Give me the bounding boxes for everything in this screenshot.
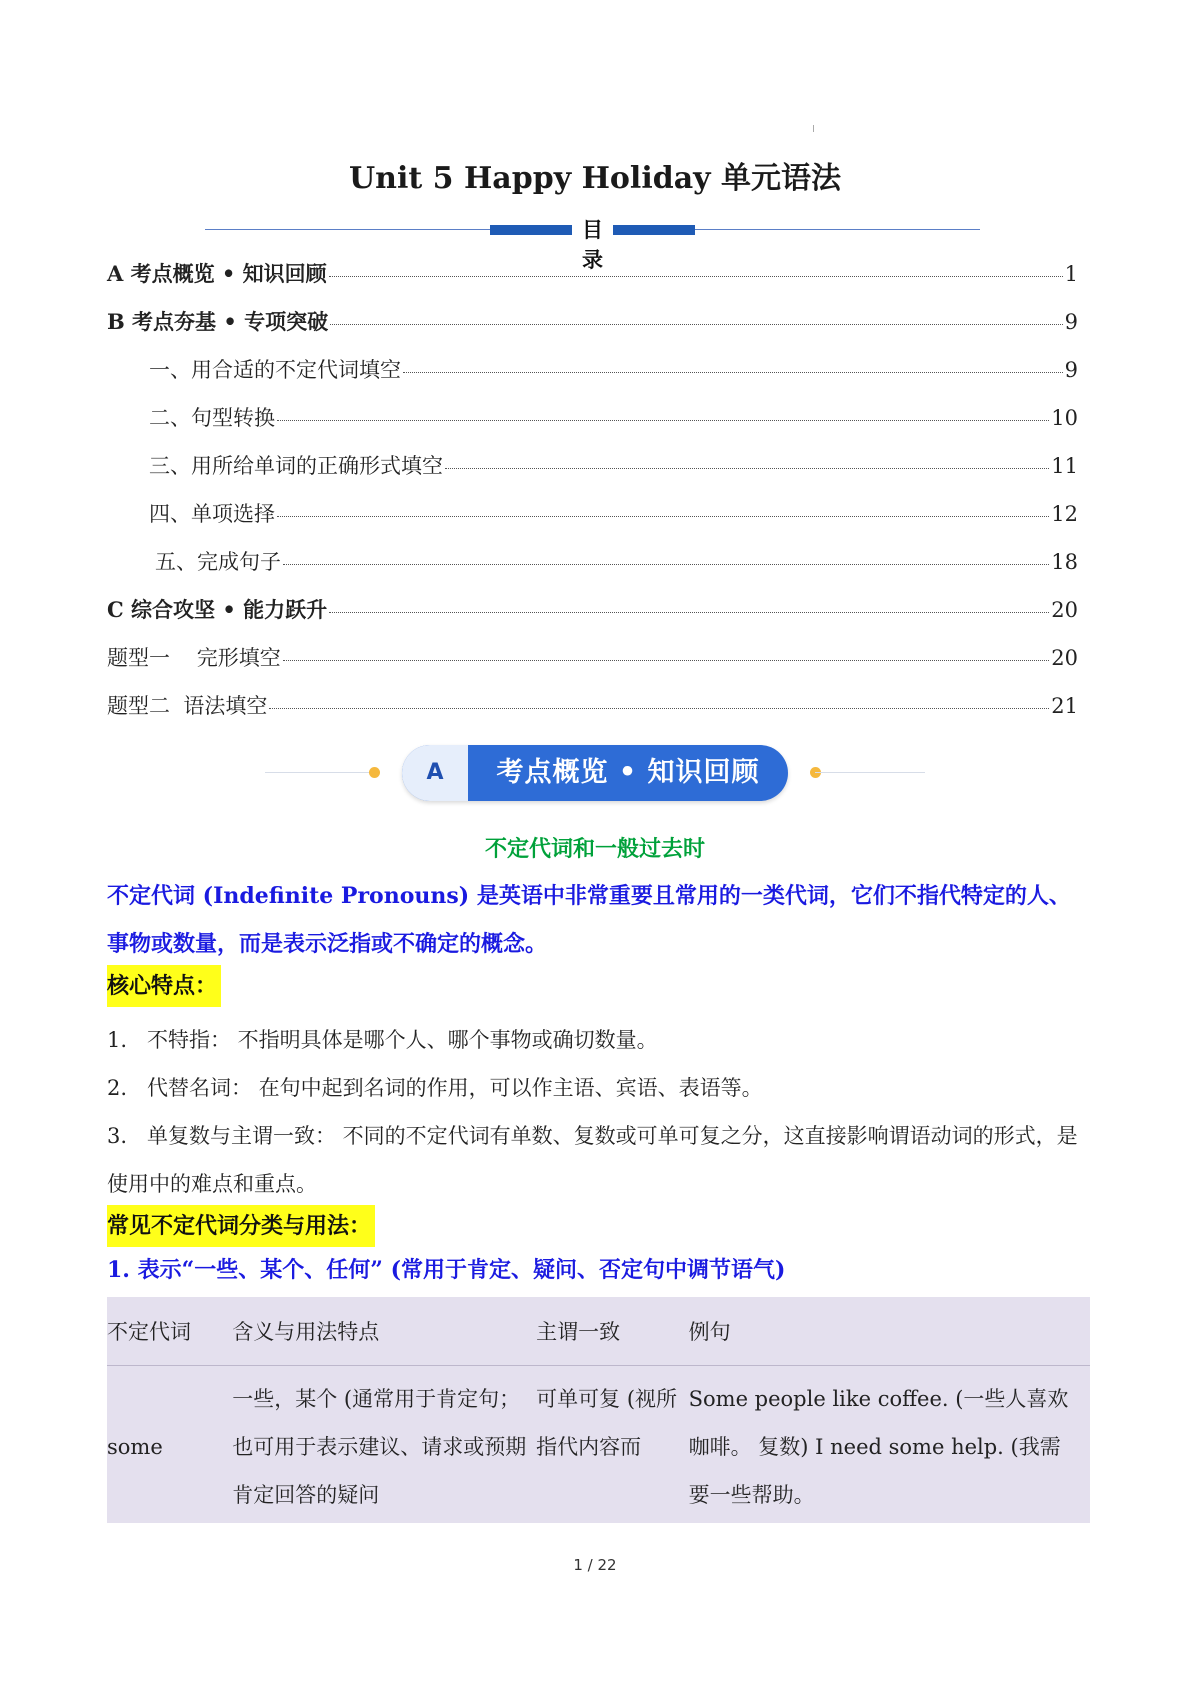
column-header: 主谓一致 (536, 1297, 688, 1366)
document-title: Unit 5 Happy Holiday 单元语法 (348, 161, 842, 196)
toc-entry-page: 9 (1064, 310, 1078, 334)
toc-entry-page: 11 (1051, 454, 1078, 478)
banner-text: 考点概览 • 知识回顾 (496, 757, 760, 788)
table-row (107, 1366, 1090, 1524)
banner-pill (402, 745, 788, 801)
list-number: 3. (107, 1124, 128, 1148)
toc-entry-label: C 综合攻坚 • 能力跃升 (107, 597, 328, 622)
toc-leader (277, 516, 1049, 517)
toc-entry-label: B 考点夯基 • 专项突破 (107, 309, 329, 334)
toc-entry-page: 10 (1051, 406, 1078, 430)
toc-entry-page: 21 (1051, 694, 1078, 718)
toc-heading-label: 目录 (582, 217, 603, 272)
toc-entry[interactable] (107, 642, 1078, 690)
toc-entry-page: 1 (1064, 262, 1078, 286)
toc-entry[interactable] (107, 258, 1078, 306)
table-of-contents (107, 258, 1078, 738)
toc-entry[interactable] (107, 594, 1078, 642)
list-text: 单复数与主谓一致： 不同的不定代词有单数、复数或可单可复之分，这直接影响谓语动词的形式，是使用中的难点和重点。 (107, 1124, 1078, 1196)
list-text: 代替名词： 在句中起到名词的作用，可以作主语、宾语、表语等。 (147, 1076, 763, 1100)
toc-entry[interactable] (107, 450, 1078, 498)
banner-rule-right (815, 772, 925, 773)
toc-leader (329, 276, 1063, 277)
toc-bar-right (613, 225, 695, 235)
list-number: 1. (107, 1028, 128, 1052)
toc-leader (269, 708, 1049, 709)
toc-entry[interactable] (107, 498, 1078, 546)
toc-entry[interactable] (107, 690, 1078, 738)
toc-entry[interactable] (107, 354, 1078, 402)
toc-leader (283, 660, 1050, 661)
core-features-label: 核心特点： (107, 965, 221, 1007)
toc-bar-left (490, 225, 572, 235)
banner-dot-left (369, 767, 380, 778)
toc-rule-right (695, 229, 980, 230)
list-number: 2. (107, 1076, 128, 1100)
column-header: 例句 (689, 1297, 1090, 1366)
corner-mark (813, 125, 814, 132)
toc-entry-page: 20 (1051, 598, 1078, 622)
table-header-row (107, 1297, 1090, 1366)
cell-agreement: 可单可复 (视所指代内容而 (536, 1387, 678, 1459)
list-text: 不特指： 不指明具体是哪个人、哪个事物或确切数量。 (147, 1028, 658, 1052)
column-header: 不定代词 (107, 1297, 232, 1366)
banner-rule-left (265, 772, 375, 773)
toc-entry-page: 20 (1051, 646, 1078, 670)
toc-entry-page: 12 (1051, 502, 1078, 526)
classification-label: 常见不定代词分类与用法： (107, 1205, 375, 1247)
intro-paragraph: 不定代词 (Indefinite Pronouns) 是英语中非常重要且常用的一类代词，它们不指代特定的人、事物或数量，而是表示泛指或不确定的概念。 (107, 883, 1071, 957)
toc-entry-label: 四、单项选择 (149, 502, 275, 526)
column-header: 含义与用法特点 (232, 1297, 536, 1366)
toc-rule-left (205, 229, 490, 230)
toc-entry-page: 9 (1064, 358, 1078, 382)
toc-entry[interactable] (107, 306, 1078, 354)
cell-word: some (107, 1435, 163, 1459)
toc-heading (205, 214, 980, 272)
toc-entry-label: 一、用合适的不定代词填空 (149, 358, 401, 382)
pronoun-table (107, 1297, 1090, 1523)
list-item (107, 1064, 1087, 1112)
toc-entry-page: 18 (1051, 550, 1078, 574)
toc-leader (330, 324, 1063, 325)
toc-entry-label: 五、完成句子 (155, 550, 281, 574)
list-item (107, 1016, 1087, 1064)
toc-leader (329, 612, 1049, 613)
feature-list (107, 1016, 1087, 1208)
toc-leader (283, 564, 1049, 565)
toc-entry-label: 题型二 语法填空 (107, 694, 268, 718)
section-title: 不定代词和一般过去时 (484, 836, 705, 862)
banner-letter: A (402, 745, 468, 801)
toc-leader (403, 372, 1063, 373)
subsection-heading: 1. 表示“一些、某个、任何” (常用于肯定、疑问、否定句中调节语气) (107, 1257, 786, 1283)
list-item (107, 1112, 1087, 1208)
toc-entry[interactable] (107, 402, 1078, 450)
toc-entry-label: 二、句型转换 (149, 406, 275, 430)
cell-example: Some people like coffee. (一些人喜欢咖啡。 复数) I need some help. (我需要一些帮助。 (688, 1387, 1069, 1507)
toc-entry-label: 三、用所给单词的正确形式填空 (149, 454, 443, 478)
toc-entry[interactable] (107, 546, 1078, 594)
toc-entry-label: 题型一 完形填空 (107, 646, 281, 670)
toc-leader (277, 420, 1049, 421)
toc-leader (445, 468, 1049, 469)
cell-usage: 一些，某个 (通常用于肯定句；也可用于表示建议、请求或预期肯定回答的疑问 (232, 1387, 527, 1507)
toc-entry-label: A 考点概览 • 知识回顾 (107, 261, 327, 286)
section-banner (265, 745, 925, 801)
page-number: 1 / 22 (573, 1556, 617, 1574)
